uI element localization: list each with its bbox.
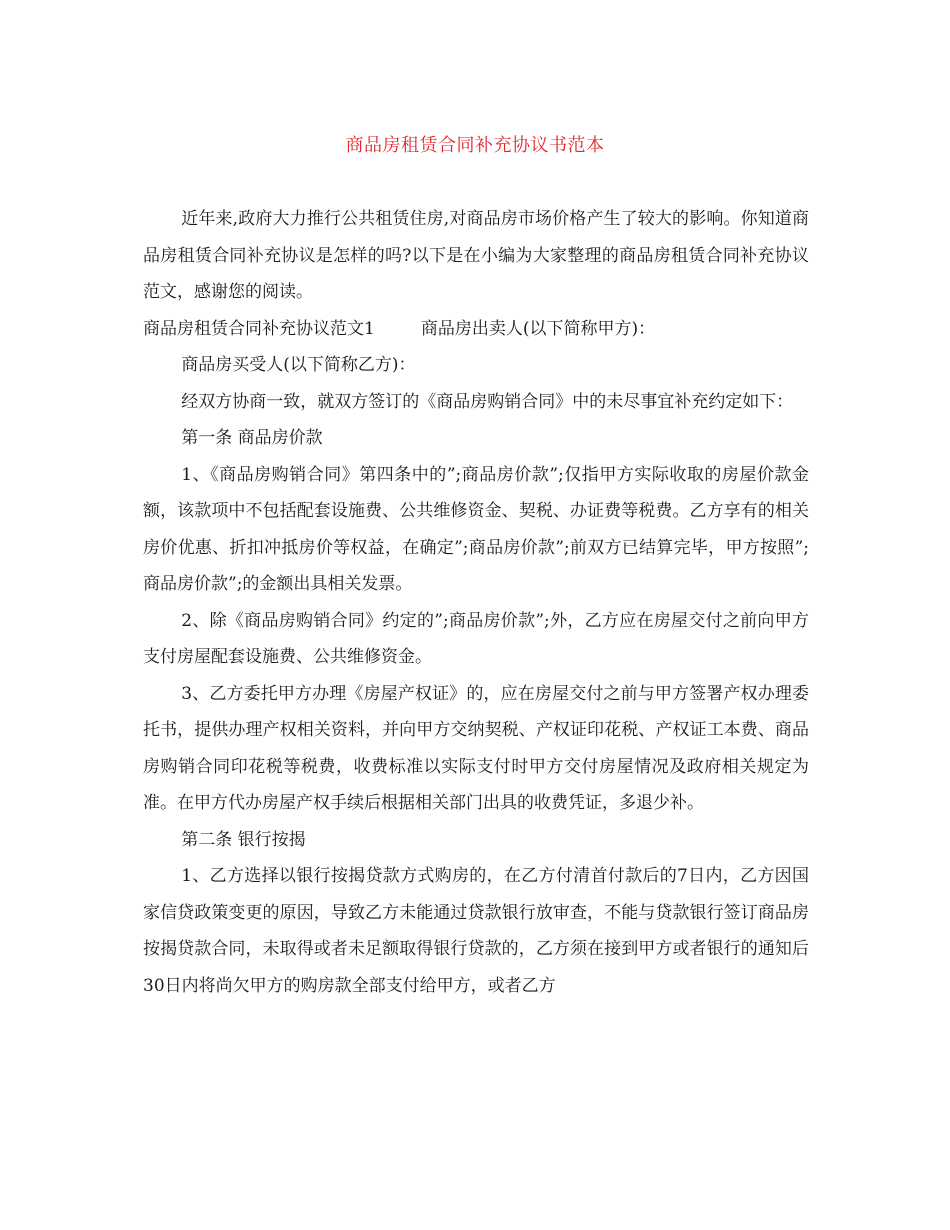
seller-line: 商品房出卖人(以下简称甲方)： (420, 318, 656, 339)
sample-heading-line (143, 311, 809, 348)
document-title: 商品房租赁合同补充协议书范本 (345, 135, 605, 156)
buyer-line: 商品房买受人(以下简称乙方)： (181, 355, 416, 375)
article1-clause2: 2、除《商品房购销合同》约定的”;商品房价款”;外，乙方应在房屋交付之前向甲方支付房屋配套设施费、公共维修资金。 (143, 610, 809, 667)
article1-title: 第一条 商品房价款 (181, 428, 323, 448)
intro-paragraph: 近年来,政府大力推行公共租赁住房,对商品房市场价格产生了较大的影响。你知道商品房租赁合同补充协议是怎样的吗?以下是在小编为大家整理的商品房租赁合同补充协议范文，感谢您的阅读。 (143, 209, 809, 302)
article2-clause1: 1、乙方选择以银行按揭贷款方式购房的，在乙方付清首付款后的7日内，乙方因国家信贷政策变更的原因，导致乙方未能通过贷款银行放审查，不能与贷款银行签订商品房按揭贷款合同，未取得或者未足额取得银行贷款的，乙方须在接到甲方或者银行的通知后30日内将尚欠甲方的购房款全部支付给甲方，或者乙方 (143, 866, 809, 996)
article1-clause3: 3、乙方委托甲方办理《房屋产权证》的，应在房屋交付之前与甲方签署产权办理委托书，提供办理产权相关资料，并向甲方交纳契税、产权证印花税、产权证工本费、商品房购销合同印花税等税费，收费标准以实际支付时甲方交付房屋情况及政府相关规定为准。在甲方代办房屋产权手续后根据相关部门出具的收费凭证，多退少补。 (143, 683, 809, 813)
document-body (143, 201, 809, 1004)
article1-clause1: 1、《商品房购销合同》第四条中的”;商品房价款”;仅指甲方实际收取的房屋价款金额，该款项中不包括配套设施费、公共维修资金、契税、办证费等税费。乙方享有的相关房价优惠、折扣冲抵房价等权益，在确定”;商品房价款”;前双方已结算完毕，甲方按照”;商品房价款”;的金额出具相关发票。 (143, 464, 809, 594)
sample-heading: 商品房租赁合同补充协议范文1 (143, 318, 375, 339)
preamble-paragraph: 经双方协商一致，就双方签订的《商品房购销合同》中的未尽事宜补充约定如下： (181, 391, 794, 412)
article2-title: 第二条 银行按揭 (181, 829, 306, 850)
